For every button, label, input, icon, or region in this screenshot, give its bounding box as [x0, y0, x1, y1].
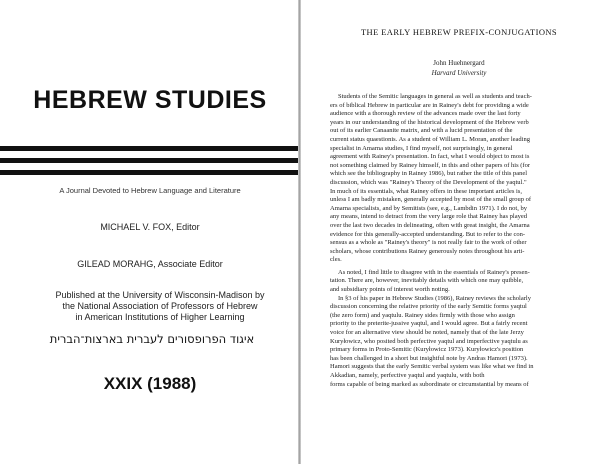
editor-line: MICHAEL V. FOX, Editor: [100, 222, 200, 232]
body-line: ers of biblical Hebrew in particular are in Rainey's debt for providing a wide: [330, 101, 529, 109]
body-line: and subsidiary points of interest worth noting.: [330, 286, 450, 294]
body-line: audience with a thorough review of the advances made over the last forty: [330, 110, 521, 118]
body-line: not something claimed by Rainey himself, in this and other papers of his (for: [330, 161, 531, 169]
body-line: unless I am badly mistaken, generally accepted by most of the small group of: [330, 196, 532, 204]
body-line: (the zero form) and yaqtulu. Rainey sides firmly with those who assign: [330, 311, 515, 319]
journal-title: HEBREW STUDIES: [33, 86, 267, 114]
article-body: [330, 93, 594, 389]
title-rule-1: [0, 146, 300, 151]
body-line: scholars, whose contributions Rainey generously notes throughout his arti-: [330, 247, 525, 255]
hebrew-association-name: איגוד הפרופסורים לעברית בארצות־הברית: [49, 332, 255, 346]
body-line: out of its earlier Canaanite matrix, and with a lucid presentation of the: [330, 127, 513, 135]
title-rule-3: [0, 170, 300, 175]
author-name: John Huehnergard: [433, 59, 485, 67]
body-line: cles.: [330, 256, 342, 264]
publisher-line: the National Association of Professors of Hebrew: [62, 301, 258, 311]
publisher-block: [22, 290, 298, 323]
body-line: Kuryłowicz, who posited both perfective yaqtul and imperfective yaqtulu as: [330, 337, 528, 345]
body-line: any means, intend to detract from the very large role that Rainey has played: [330, 213, 527, 221]
journal-subtitle: A Journal Devoted to Hebrew Language and Literature: [59, 186, 241, 195]
associate-editor-line: GILEAD MORAHG, Associate Editor: [77, 259, 223, 269]
title-rule-2: [0, 158, 300, 163]
body-line: priority to the preterite-jussive yaqtul, and I would agree. But a fairly recent: [330, 320, 528, 328]
body-line: has been challenged in a short but insightful note by Andras Hamori (1973).: [330, 354, 528, 362]
body-line: discussion concerning the relative priority of the early Semitic forms yaqtul: [330, 303, 527, 311]
volume-number: XXIX (1988): [103, 374, 197, 393]
body-line: forms capable of being marked as subordinate or circumstantial by means of: [330, 380, 529, 388]
body-line: Hamori suggests that the early Semitic verbal system was like what we find in: [330, 363, 534, 371]
publisher-line: in American Institutions of Higher Learning: [75, 312, 245, 322]
body-line: primary forms in Proto-Semitic (Kuryłowicz 1973). Kuryłowicz's position: [330, 346, 524, 354]
author-affiliation: Harvard University: [431, 69, 487, 77]
body-line: specialist in Amarna studies, I find myself, not surprisingly, in general: [330, 144, 513, 152]
body-line: over the last two decades in delineating, often with great insight, the Amarna: [330, 221, 530, 229]
publisher-line: Published at the University of Wisconsin-Madison by: [55, 290, 265, 300]
body-line: Akkadian, namely, perfective yaqtul and yaqtulu, with both: [330, 372, 485, 379]
right-page: [300, 0, 600, 464]
body-line: years in our understanding of the historical development of the Hebrew verb: [330, 118, 529, 126]
body-line: current status quaestionis. As a student of William L. Moran, another leading: [330, 135, 530, 143]
body-line: tation. There are, however, inevitably details with which one may quibble,: [330, 277, 524, 285]
body-line: sensus as a whole as "Rainey's theory" is not really fair to the work of other: [330, 239, 527, 247]
body-line: As noted, I find little to disagree with in the essentials of Rainey's presen-: [338, 268, 530, 276]
body-line: agreement with Rainey's presentation. In fact, what I would object to most is: [330, 153, 530, 161]
body-line: which see the bibliography in Rainey 1986), but rather the title of this panel: [330, 170, 528, 178]
body-line: evidence for this generally-accepted understanding. But to refer to the con-: [330, 230, 526, 238]
body-line: In §3 of his paper in Hebrew Studies (1986), Rainey reviews the scholarly: [338, 294, 531, 302]
body-line: In much of its essentials, what Rainey offers in these important articles is,: [330, 187, 522, 195]
body-line: Amarna specialists, and by Semitists (see, e.g., Lambdin 1971). I do not, by: [330, 204, 527, 212]
body-line: discussion, which was "Rainey's Theory of the Development of the yaqtul.": [330, 178, 527, 186]
article-title: THE EARLY HEBREW PREFIX-CONJUGATIONS: [360, 27, 558, 37]
body-line: voice for an alternative view should be noted, namely that of the late Jerzy: [330, 329, 524, 337]
body-line: Students of the Semitic languages in general as well as students and teach-: [338, 93, 532, 100]
